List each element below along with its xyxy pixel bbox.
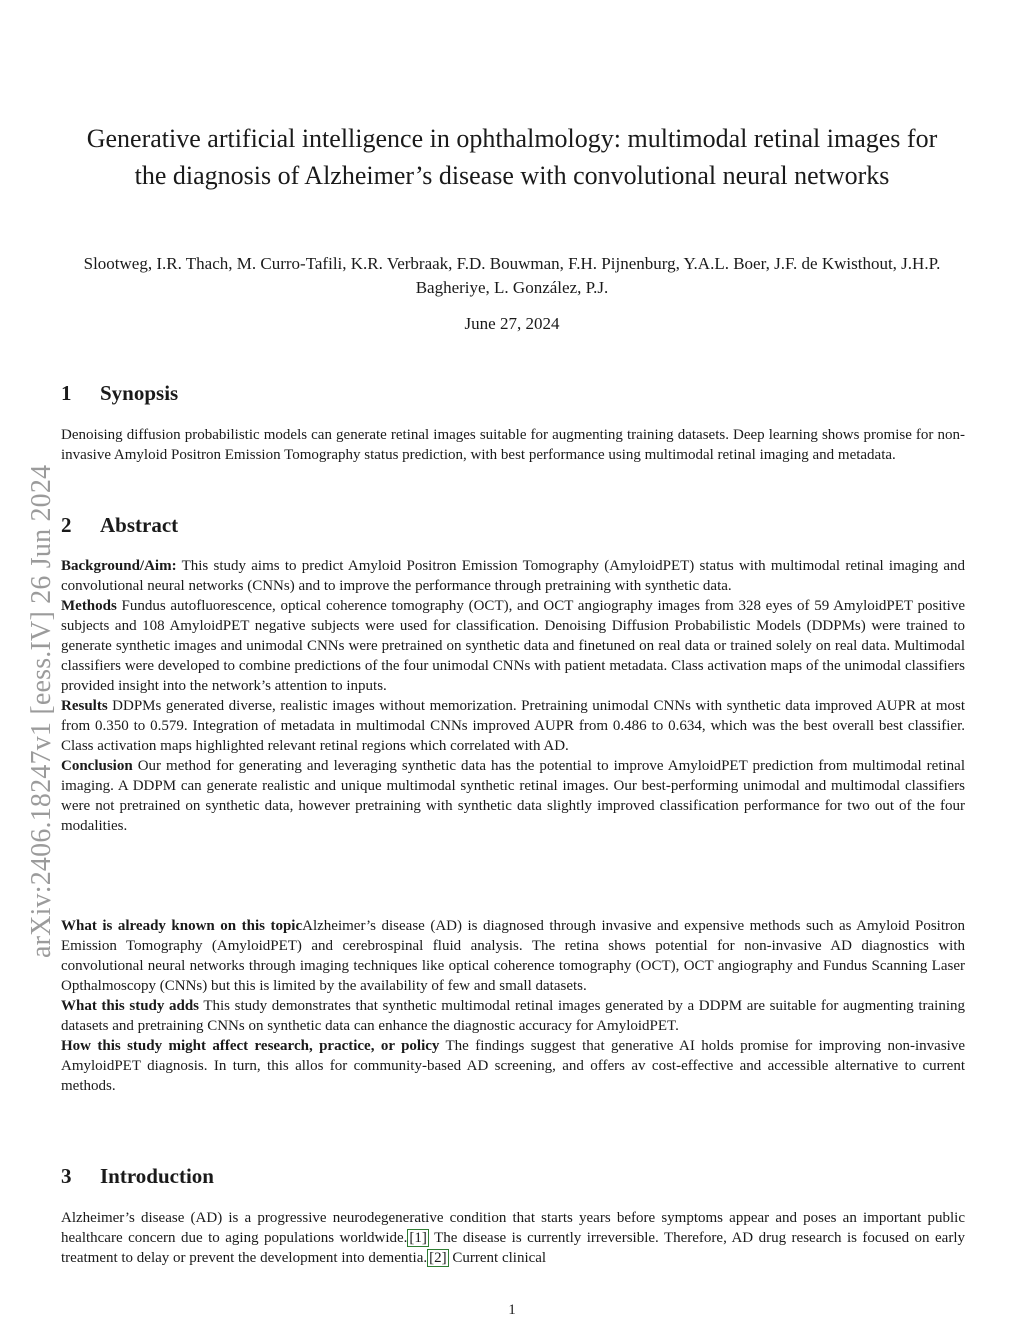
section-number: 2 xyxy=(61,513,72,537)
known-text: Alzheimer’s disease (AD) is diagnosed through invasive and expensive methods such as Amyloid Positron Emission Tomography (AmyloidPET) and cerebrospinal fluid analysis. The retina shows potential for non-invasive AD diagnostics with convolutional neural networks through imaging techniques like optical coherence tomography (OCT), OCT angiography and Fundus Scanning Laser Opthalmoscopy (CNNs) but this is limited by the availability of few and small datasets. xyxy=(61,918,965,994)
author-list: Slootweg, I.R. Thach, M. Curro-Tafili, K.R. Verbraak, F.D. Bouwman, F.H. Pijnenburg, Y.A.L. Boer, J.F. de Kwisthout, J.H.P. Bagheriye, L. González, P.J. xyxy=(83,254,941,297)
methods-label: Methods xyxy=(61,598,117,614)
key-messages xyxy=(61,916,965,1096)
abstract-background xyxy=(61,556,965,596)
paper-title: Generative artificial intelligence in ophthalmology: multimodal retinal images for the diagnosis of Alzheimer’s disease with convolutional neural networks xyxy=(86,124,938,190)
results-label: Results xyxy=(61,698,108,714)
section-heading-introduction xyxy=(61,1164,214,1189)
known-on-topic xyxy=(61,916,965,996)
page-number: 1 xyxy=(508,1302,516,1318)
intro-text-2: The disease is currently irreversible. Therefore, AD drug research is focused on early treatment to delay or prevent the development into dementia. xyxy=(61,1230,965,1266)
affect-text: The findings suggest that generative AI holds promise for improving non-invasive AmyloidPET diagnosis. In turn, this allos for community-based AD screening, and offers av cost-effective and accessible alternative to current methods. xyxy=(61,1038,965,1094)
section-number: 1 xyxy=(61,381,72,405)
abstract-methods xyxy=(61,596,965,696)
results-text: DDPMs generated diverse, realistic images without memorization. Pretraining unimodal CNNs with synthetic data improved AUPR at most from 0.350 to 0.579. Integration of metadata in multimodal CNNs improved AUPR from 0.486 to 0.634, which was the best overall best classifier. Class activation maps highlighted relevant retinal regions which correlated with AD. xyxy=(61,698,965,754)
affect-label: How this study might affect research, practice, or policy xyxy=(61,1038,440,1054)
intro-text-1: Alzheimer’s disease (AD) is a progressive neurodegenerative condition that starts years before symptoms appear and poses an important public healthcare concern due to aging populations worldwide. xyxy=(61,1210,965,1246)
synopsis-body xyxy=(61,425,965,465)
intro-text-3: Current clinical xyxy=(448,1250,547,1266)
abstract-results xyxy=(61,696,965,756)
study-adds xyxy=(61,996,965,1036)
conclusion-text: Our method for generating and leveraging synthetic data has the potential to improve AmyloidPET prediction from multimodal retinal imaging. A DDPM can generate realistic and unique multimodal synthetic retinal images. Our best-performing unimodal and multimodal classifiers were not pretrained on synthetic data, however pretraining with synthetic data slightly improved classification performance for two out of the four modalities. xyxy=(61,758,965,834)
section-title: Synopsis xyxy=(100,381,179,405)
study-affect xyxy=(61,1036,965,1096)
citation-link-2[interactable]: [2] xyxy=(429,1250,447,1266)
abstract-body xyxy=(61,556,965,836)
section-title: Introduction xyxy=(100,1164,214,1188)
abstract-conclusion xyxy=(61,756,965,836)
adds-label: What this study adds xyxy=(61,998,200,1014)
synopsis-paragraph: Denoising diffusion probabilistic models can generate retinal images suitable for augmenting training datasets. Deep learning shows promise for non-invasive Amyloid Positron Emission Tomography status prediction, with best performance using multimodal retinal imaging and metadata. xyxy=(61,427,965,463)
arxiv-identifier: arXiv:2406.18247v1 [eess.IV] 26 Jun 2024 xyxy=(26,464,57,958)
section-title: Abstract xyxy=(100,513,179,537)
background-text: This study aims to predict Amyloid Positron Emission Tomography (AmyloidPET) status with multimodal retinal imaging and convolutional neural networks (CNNs) and to improve the performance through pretraining with synthetic data. xyxy=(61,558,965,594)
methods-text: Fundus autofluorescence, optical coherence tomography (OCT), and OCT angiography images from 328 eyes of 59 AmyloidPET positive subjects and 108 AmyloidPET negative subjects were used for classification. Denoising Diffusion Probabilistic Models (DDPMs) were trained to generate synthetic images and unimodal CNNs were pretrained on synthetic data and finetuned on real data or trained solely on real data. Multimodal classifiers were developed to combine predictions of the four unimodal CNNs with patient metadata. Class activation maps of the unimodal classifiers provided insight into the network’s attention to inputs. xyxy=(61,598,965,694)
section-heading-abstract xyxy=(61,513,178,538)
conclusion-label: Conclusion xyxy=(61,758,133,774)
section-heading-synopsis xyxy=(61,381,178,406)
background-label: Background/Aim: xyxy=(61,558,177,574)
introduction-body xyxy=(61,1208,965,1268)
adds-text: This study demonstrates that synthetic multimodal retinal images generated by a DDPM are suitable for augmenting training datasets and pretraining CNNs on synthetic data can enhance the diagnostic accuracy for AmyloidPET. xyxy=(61,998,966,1034)
publication-date: June 27, 2024 xyxy=(464,314,560,333)
introduction-paragraph xyxy=(61,1208,965,1268)
citation-link-1[interactable]: [1] xyxy=(409,1230,427,1246)
known-label: What is already known on this topic xyxy=(61,918,303,934)
section-number: 3 xyxy=(61,1164,72,1188)
